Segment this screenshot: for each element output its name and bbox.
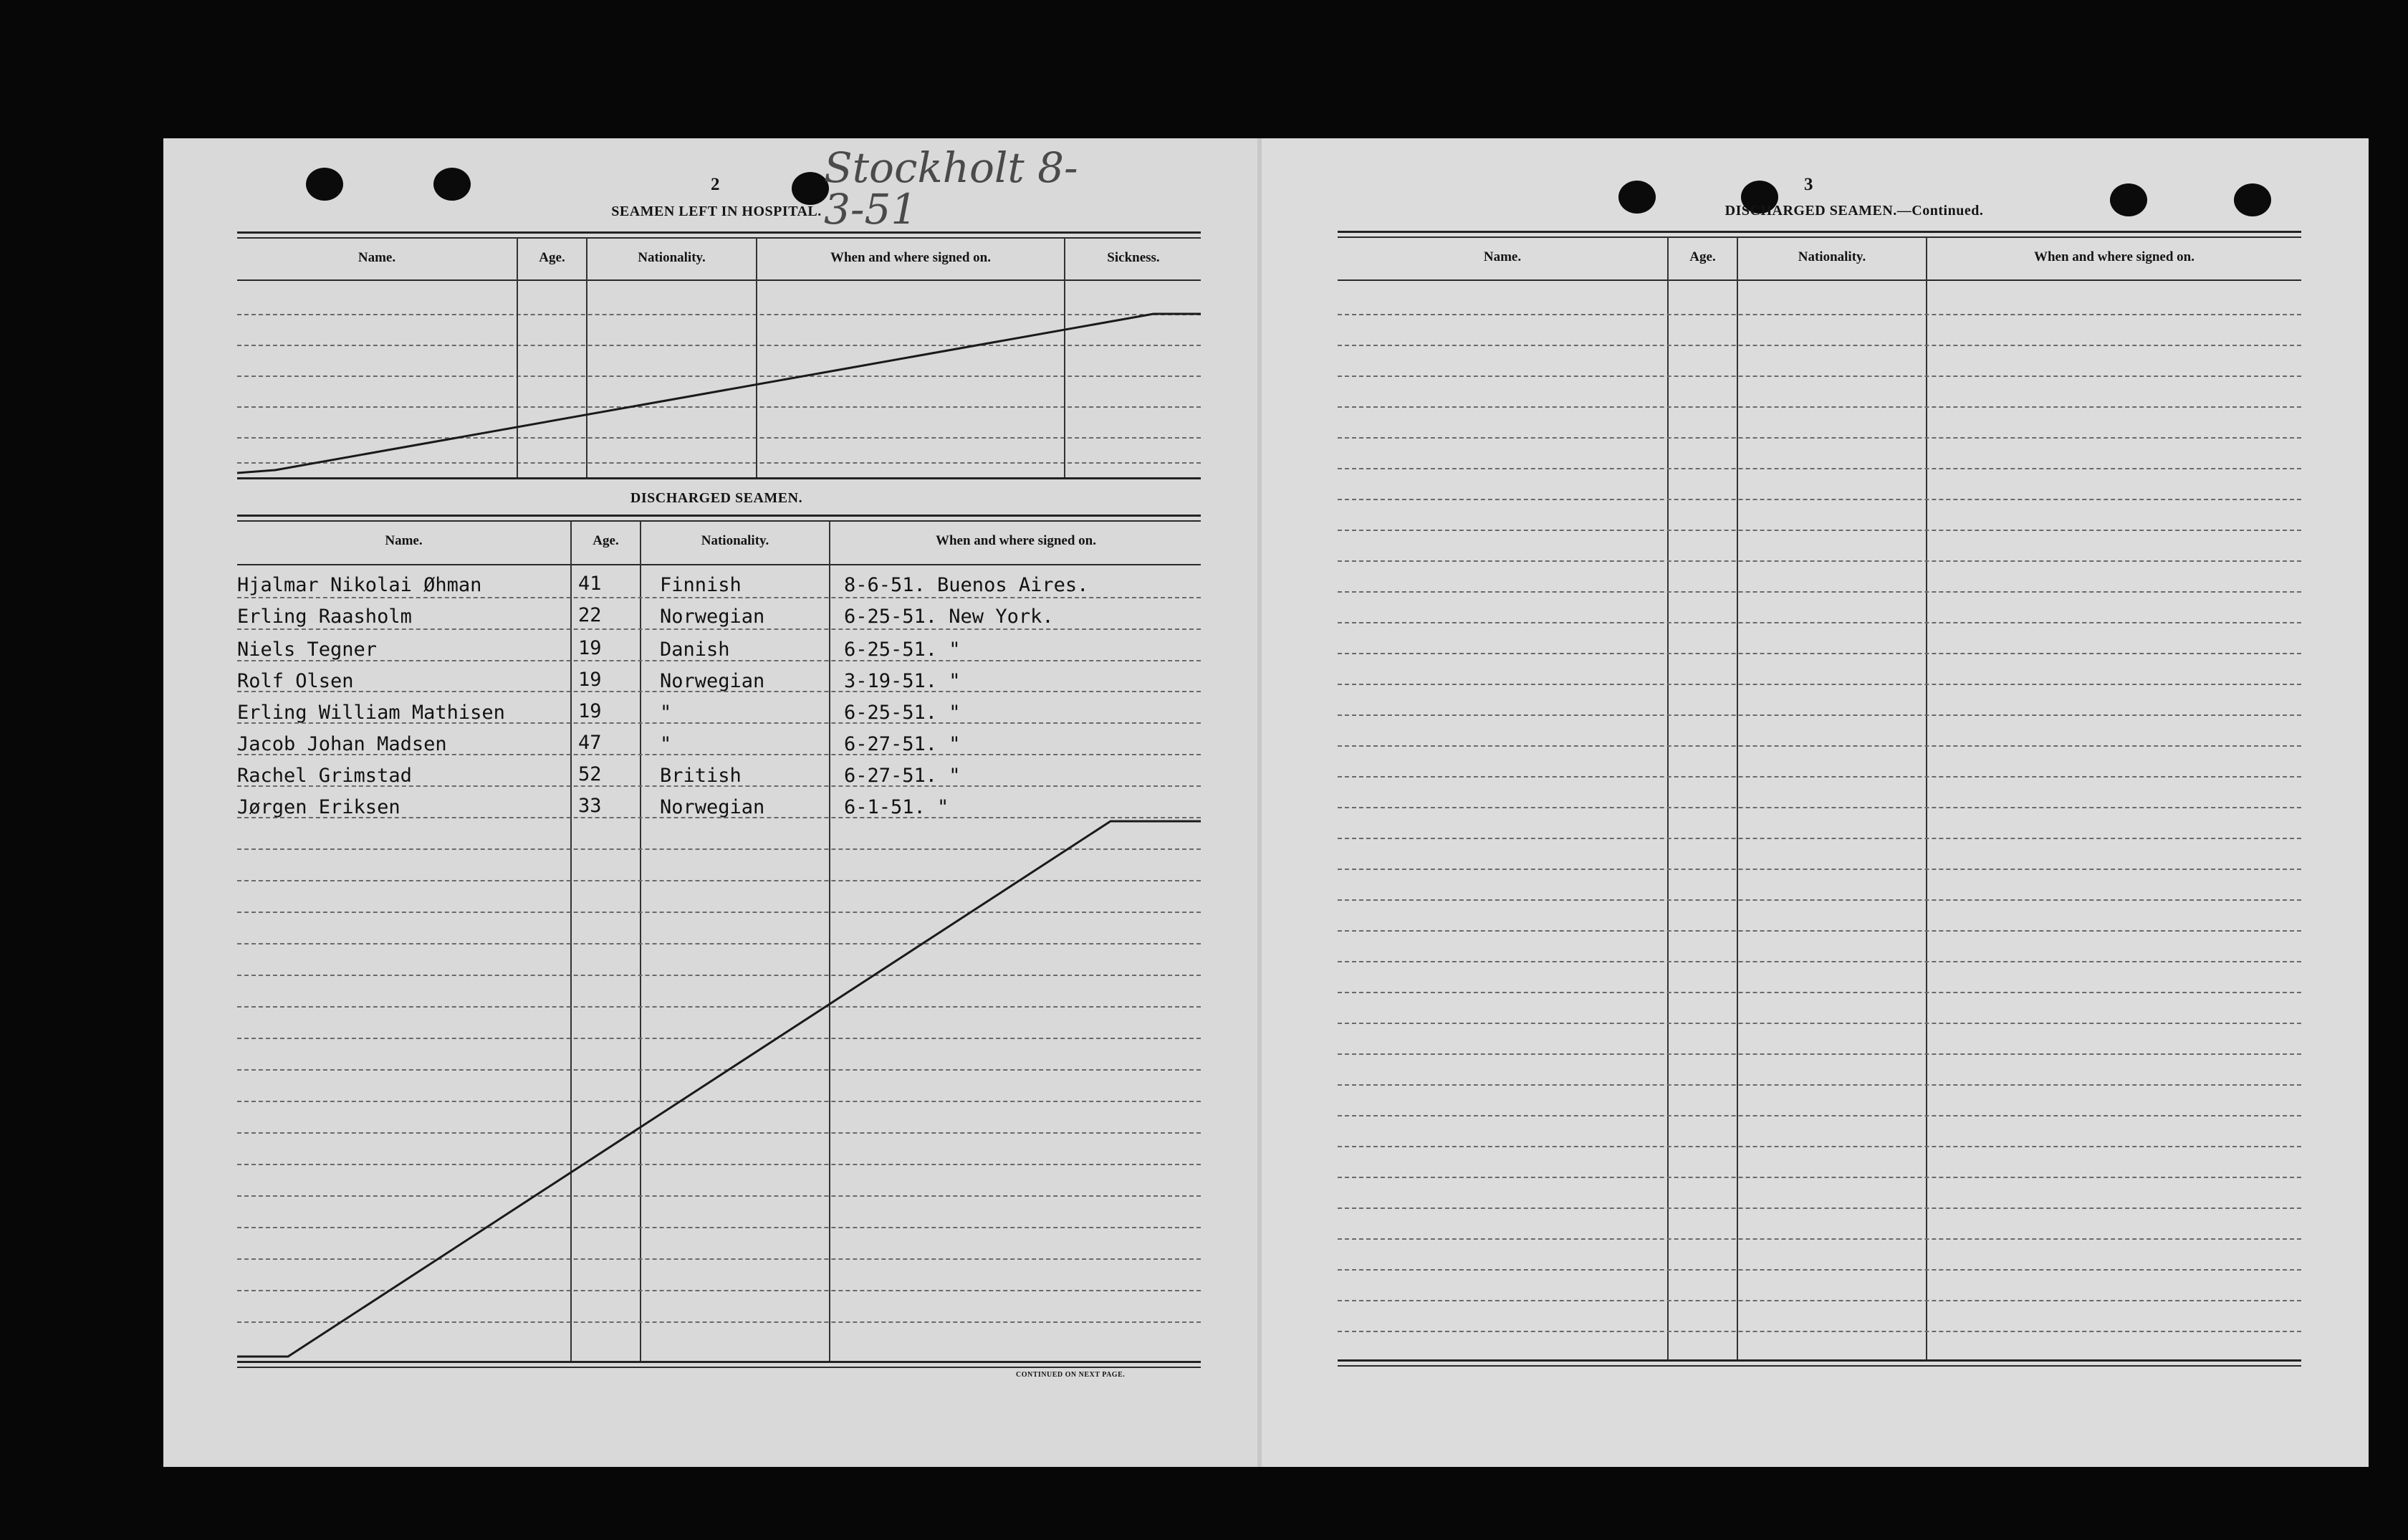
right-page — [1260, 138, 2369, 1467]
seaman-signed-on: 6-25-51. " — [844, 639, 961, 661]
punch-hole — [306, 168, 343, 201]
hospital-section-title: SEAMEN LEFT IN HOSPITAL. — [611, 204, 822, 219]
seaman-name: Erling William Mathisen — [237, 702, 505, 724]
seaman-name: Jørgen Eriksen — [237, 796, 400, 818]
seaman-age: 33 — [578, 795, 602, 817]
seaman-age: 52 — [578, 763, 602, 785]
seaman-signed-on: 3-19-51. " — [844, 670, 961, 692]
right-col-name: Name. — [1483, 249, 1522, 264]
seaman-signed-on: 6-27-51. " — [844, 733, 961, 755]
seaman-signed-on: 6-27-51. " — [844, 765, 961, 787]
seaman-age: 22 — [578, 604, 602, 626]
punch-hole — [2110, 183, 2147, 216]
seaman-signed-on: 6-1-51. " — [844, 796, 949, 818]
seaman-nationality: " — [660, 702, 672, 724]
discharged-col-signed-on: When and where signed on. — [935, 533, 1096, 548]
seaman-name: Jacob Johan Madsen — [237, 733, 447, 755]
right-col-signed-on: When and where signed on. — [2033, 249, 2194, 264]
seaman-nationality: Norwegian — [660, 606, 765, 628]
right-col-nationality: Nationality. — [1798, 249, 1866, 264]
hospital-col-name: Name. — [358, 250, 396, 265]
seaman-nationality: Danish — [660, 639, 730, 661]
handwritten-note: Stockholt 8-3-51 — [824, 143, 1078, 234]
seaman-nationality: Norwegian — [660, 670, 765, 692]
seaman-signed-on: 8-6-51. Buenos Aires. — [844, 574, 1089, 596]
punch-hole — [433, 168, 471, 201]
seaman-name: Niels Tegner — [237, 639, 378, 661]
hospital-col-signed-on: When and where signed on. — [830, 250, 991, 265]
seaman-name: Erling Raasholm — [237, 606, 412, 628]
discharged-col-age: Age. — [593, 533, 619, 548]
punch-hole — [2234, 183, 2271, 216]
seaman-nationality: Norwegian — [660, 796, 765, 818]
page-number-left: 2 — [711, 175, 720, 194]
seaman-signed-on: 6-25-51. New York. — [844, 606, 1054, 628]
seaman-age: 19 — [578, 637, 602, 659]
continued-note: CONTINUED ON NEXT PAGE. — [1016, 1371, 1126, 1379]
discharged-col-name: Name. — [385, 533, 423, 548]
discharged-col-nationality: Nationality. — [701, 533, 769, 548]
hospital-col-age: Age. — [539, 250, 565, 265]
seaman-nationality: Finnish — [660, 574, 742, 596]
seaman-age: 41 — [578, 573, 602, 595]
discharged-section-title: DISCHARGED SEAMEN. — [630, 490, 803, 506]
seaman-age: 19 — [578, 669, 602, 691]
hospital-col-nationality: Nationality. — [638, 250, 706, 265]
seaman-age: 19 — [578, 700, 602, 722]
page-fold — [1257, 138, 1262, 1467]
seaman-name: Rolf Olsen — [237, 670, 354, 692]
right-page-title: DISCHARGED SEAMEN.—Continued. — [1725, 203, 1984, 219]
seaman-name: Hjalmar Nikolai Øhman — [237, 574, 482, 596]
right-col-age: Age. — [1689, 249, 1716, 264]
seaman-name: Rachel Grimstad — [237, 765, 412, 787]
seaman-signed-on: 6-25-51. " — [844, 702, 961, 724]
page-number-right: 3 — [1804, 175, 1813, 194]
punch-hole — [1618, 181, 1656, 214]
hospital-col-sickness: Sickness. — [1107, 250, 1160, 265]
seaman-nationality: " — [660, 733, 672, 755]
seaman-age: 47 — [578, 732, 602, 754]
seaman-nationality: British — [660, 765, 742, 787]
